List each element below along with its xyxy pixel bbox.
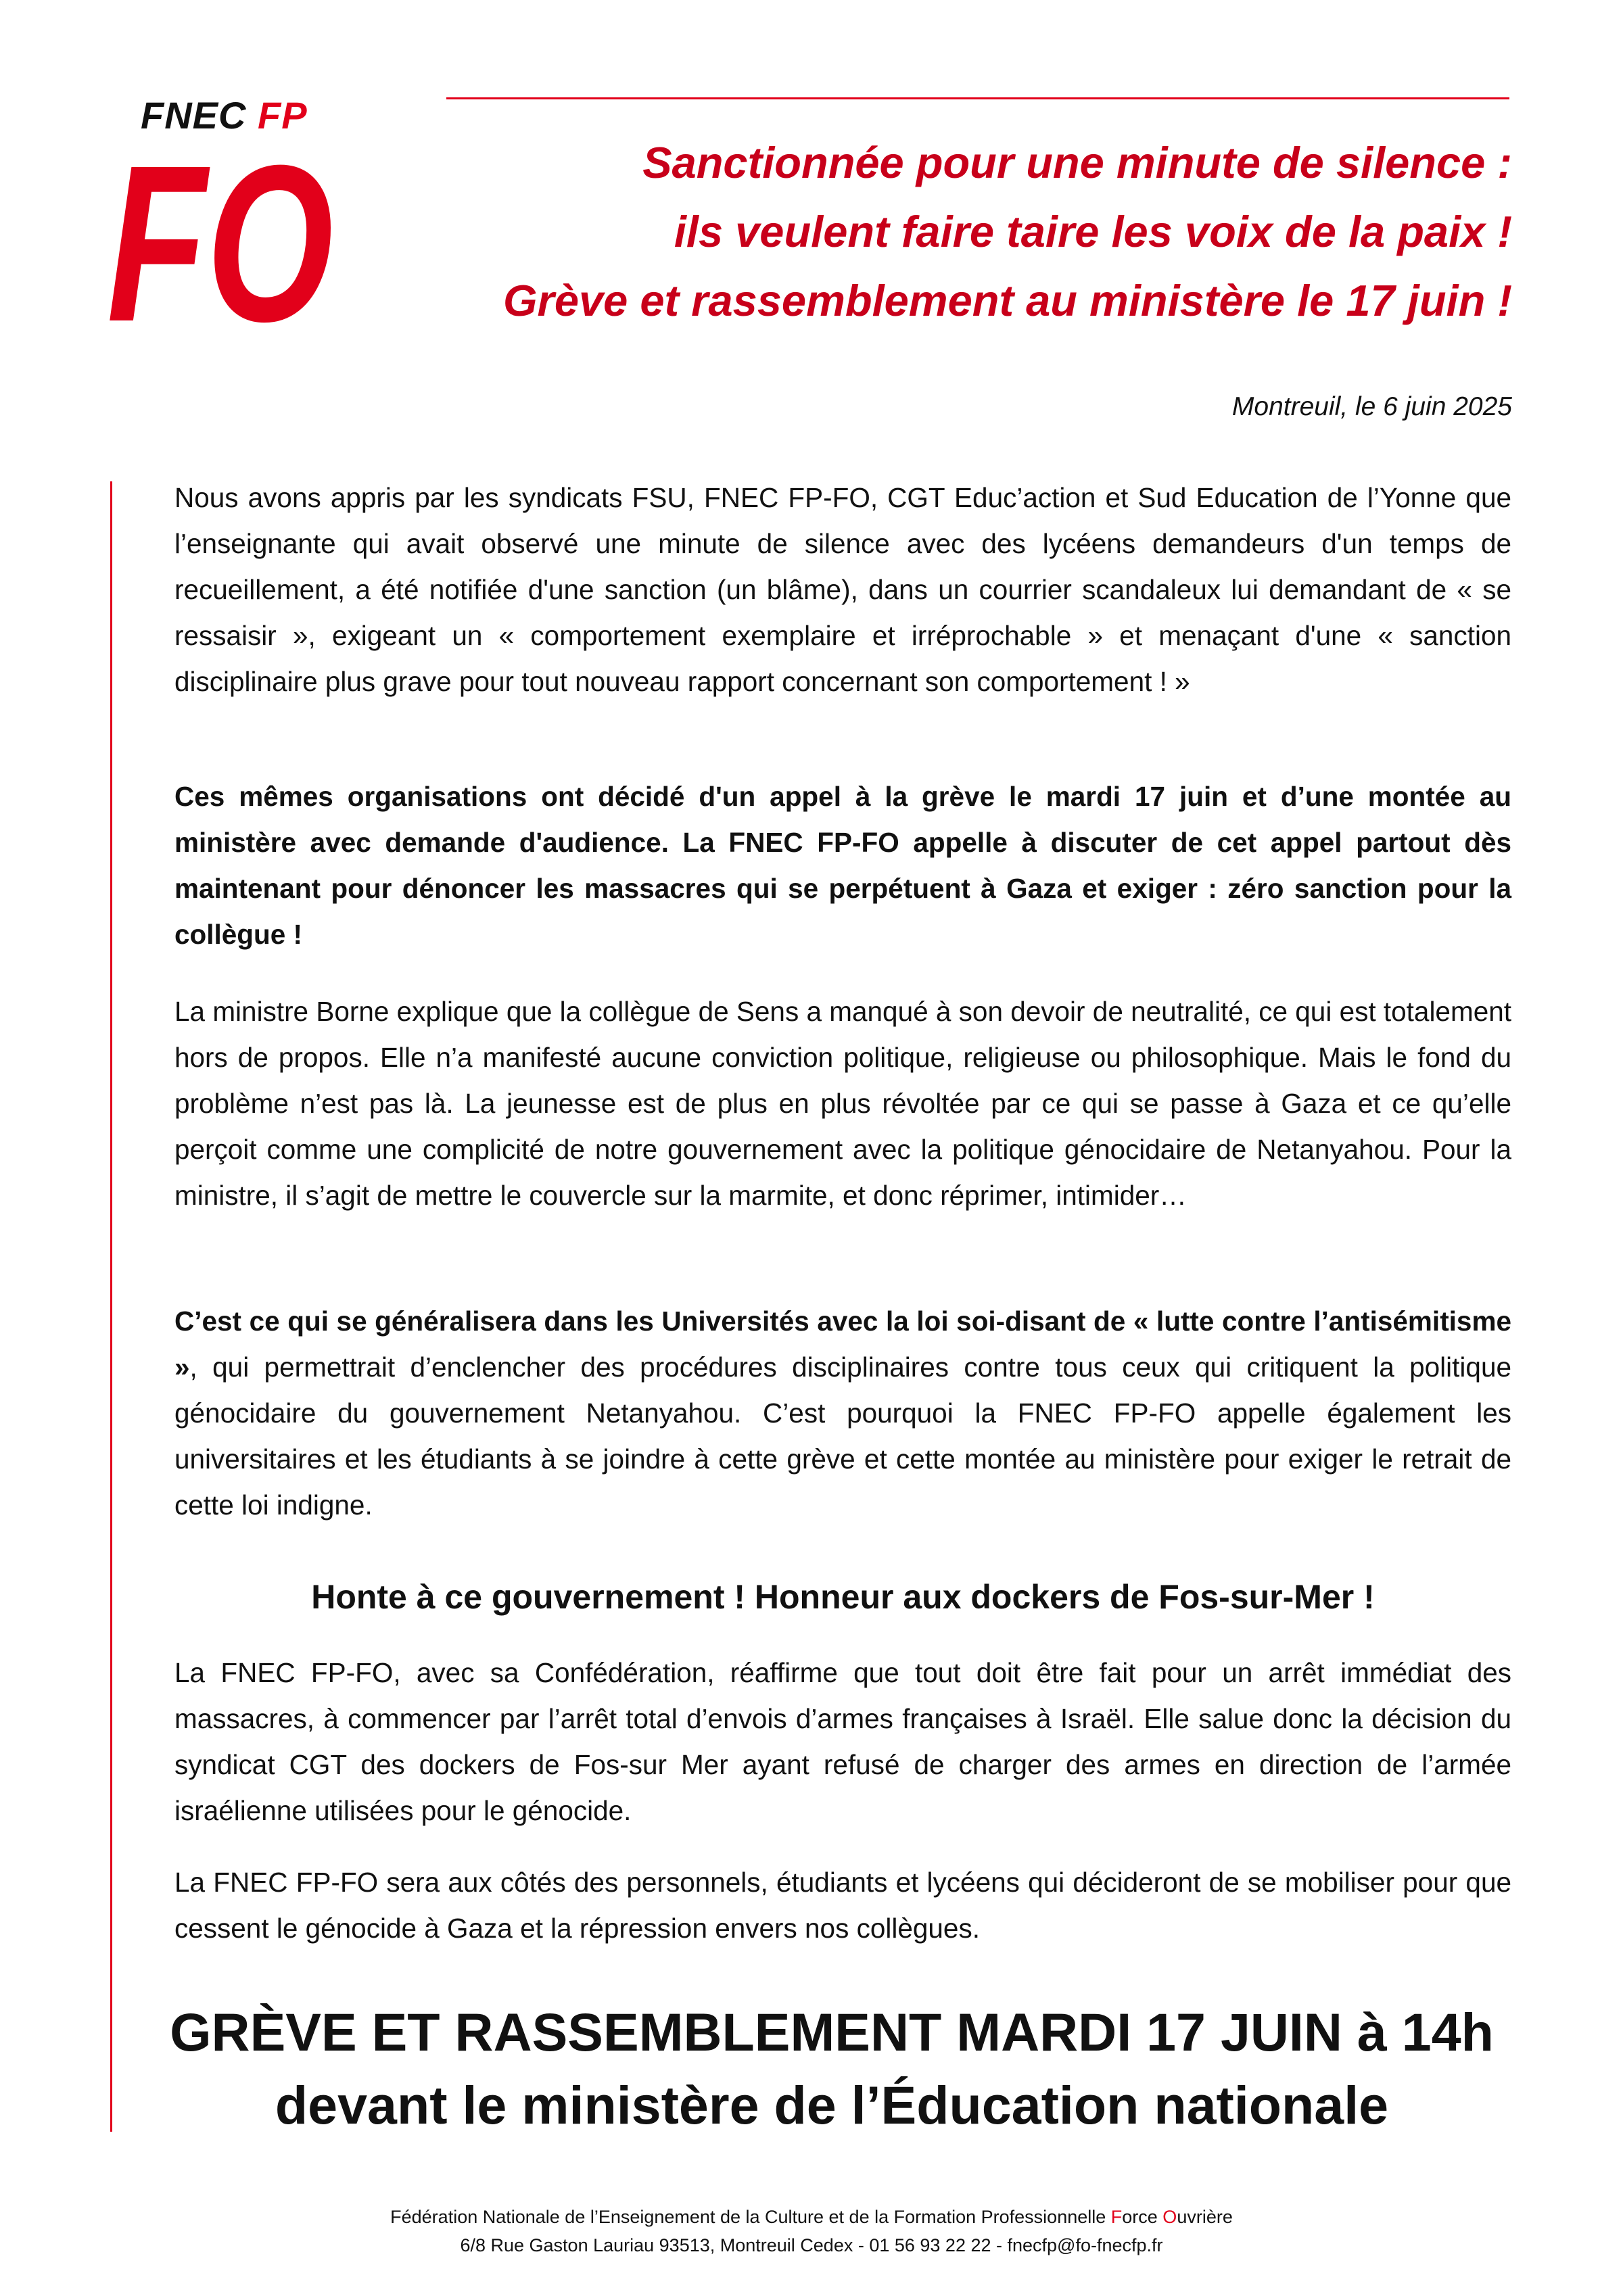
paragraph-bold-lead: C’est ce qui se généralisera dans les Universités avec la loi soi-disant de « lutte contre l’antisémitisme » bbox=[174, 1306, 1511, 1383]
paragraph-universities bbox=[174, 1298, 1511, 1528]
logo-fp: FP bbox=[258, 94, 308, 137]
footer-uvriere: uvrière bbox=[1177, 2207, 1233, 2227]
footer-federation-text: Fédération Nationale de l’Enseignement de la Culture et de la Formation Professionnelle bbox=[390, 2207, 1111, 2227]
paragraph-text: Nous avons appris par les syndicats FSU, FNEC FP-FO, CGT Educ’action et Sud Education de l’Yonne que l’enseignante qui avait observé une minute de silence avec des lycéens demandeurs d'un temps de recueillement, a été notifiée d'une sanction (un blâme), dans un courrier scandaleux lui demandant de « se ressaisir », exigeant un « comportement exemplaire et irréprochable » et menaçant d'une « sanction disciplinaire plus grave pour tout nouveau rapport concernant son comportement ! » bbox=[174, 482, 1511, 697]
fo-logo-mark bbox=[107, 133, 337, 329]
cta-line-1: GRÈVE ET RASSEMBLEMENT MARDI 17 JUIN à 14h bbox=[170, 2002, 1494, 2062]
cta-line-2: devant le ministère de l’Éducation nationale bbox=[275, 2075, 1389, 2135]
paragraph-strike-call bbox=[174, 773, 1511, 957]
logo-fnec: FNEC bbox=[141, 94, 247, 137]
paragraph-mobilise bbox=[174, 1859, 1511, 1951]
logo-wordmark bbox=[141, 93, 308, 137]
headline-line-1: Sanctionnée pour une minute de silence : bbox=[642, 138, 1512, 187]
paragraph-text: La ministre Borne explique que la collègue de Sens a manqué à son devoir de neutralité, ce qui est totalement hors de propos. Elle n’a manifesté aucune conviction politique, religieuse ou philosophique. Mais le fond du problème n’est pas là. La jeunesse est de plus en plus révoltée par ce qui se passe à Gaza et ce qu’elle perçoit comme une complicité de notre gouvernement avec la politique génocidaire de Netanyahou. Pour la ministre, il s’agit de mettre le couvercle sur la marmite, et donc réprimer, intimider… bbox=[174, 996, 1511, 1211]
footer-federation bbox=[0, 2203, 1623, 2231]
paragraph-rest: , qui permettrait d’enclencher des procédures disciplinaires contre tous ceux qui critiquent la politique génocidaire du gouvernement Netanyahou. C’est pourquoi la FNEC FP-FO appelle également les universitaires et les étudiants à se joindre à cette grève et cette montée au ministère pour exiger le retrait de cette loi indigne. bbox=[174, 1352, 1511, 1521]
margin-rule bbox=[110, 481, 112, 2132]
paragraph-dockers bbox=[174, 1650, 1511, 1834]
dateline: Montreuil, le 6 juin 2025 bbox=[1231, 392, 1512, 421]
paragraph-sanction bbox=[174, 475, 1511, 704]
headline bbox=[362, 128, 1512, 335]
paragraph-minister bbox=[174, 988, 1511, 1218]
fnec-fp-fo-logo bbox=[107, 93, 337, 329]
footer-red-f: F bbox=[1110, 2207, 1123, 2227]
section-subheading: Honte à ce gouvernement ! Honneur aux dockers de Fos-sur-Mer ! bbox=[311, 1578, 1375, 1616]
headline-line-3: Grève et rassemblement au ministère le 17 juin ! bbox=[502, 276, 1512, 325]
headline-line-2: ils veulent faire taire les voix de la paix ! bbox=[674, 207, 1512, 256]
paragraph-text: La FNEC FP-FO, avec sa Confédération, réaffirme que tout doit être fait pour un arrêt immédiat des massacres, à commencer par l’arrêt total d’envois d’armes françaises à Israël. Elle salue donc la décision du syndicat CGT des dockers de Fos-sur Mer ayant refusé de charger des armes en direction de l’armée israélienne utilisées pour le génocide. bbox=[174, 1657, 1511, 1826]
paragraph-text bbox=[174, 1298, 1511, 1528]
footer bbox=[0, 2203, 1623, 2259]
footer-red-o: O bbox=[1162, 2207, 1177, 2227]
paragraph-text: Ces mêmes organisations ont décidé d'un appel à la grève le mardi 17 juin et d’une montée au ministère avec demande d'audience. La FNEC FP-FO appelle à discuter de cet appel partout dès maintenant pour dénoncer les massacres qui se perpétuent à Gaza et exiger : zéro sanction pour la collègue ! bbox=[174, 781, 1511, 950]
footer-address: 6/8 Rue Gaston Lauriau 93513, Montreuil Cedex - 01 56 93 22 22 - fnecfp@fo-fnecfp.fr bbox=[460, 2235, 1163, 2255]
svg-text:FO: FO bbox=[107, 133, 333, 329]
call-to-action bbox=[135, 1996, 1528, 2142]
footer-orce: orce bbox=[1122, 2207, 1163, 2227]
paragraph-text: La FNEC FP-FO sera aux côtés des personnels, étudiants et lycéens qui décideront de se mobiliser pour que cessent le génocide à Gaza et la répression envers nos collègues. bbox=[174, 1867, 1511, 1944]
header-rule bbox=[446, 97, 1509, 99]
